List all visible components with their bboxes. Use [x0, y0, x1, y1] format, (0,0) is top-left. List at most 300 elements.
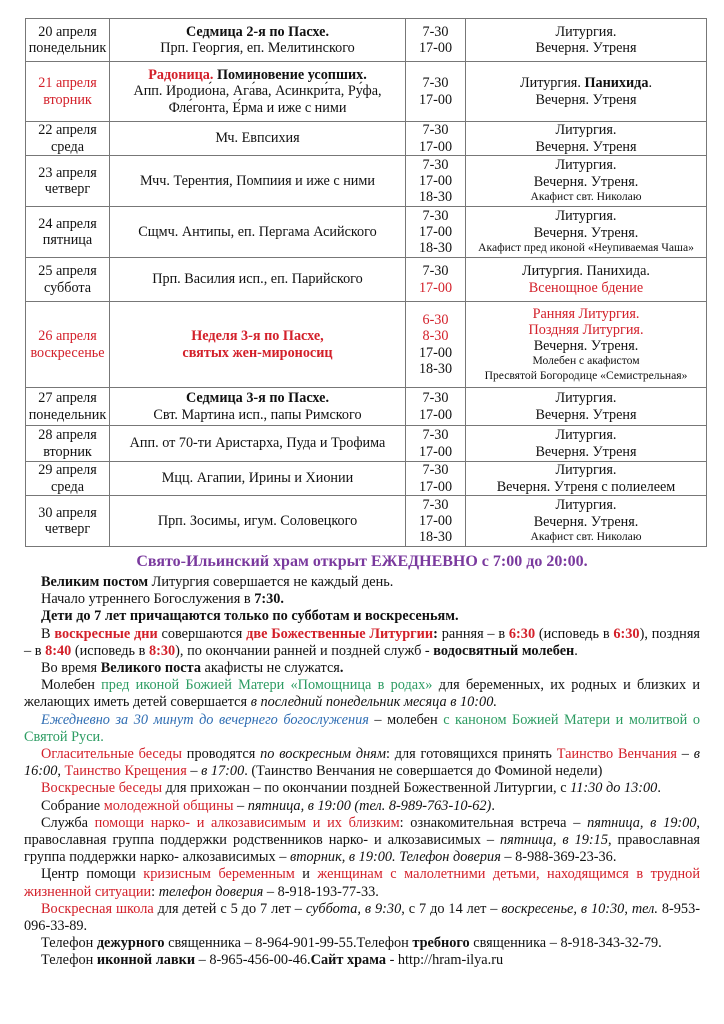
notice-text: Воскресные беседы — [41, 780, 163, 797]
services-cell — [466, 122, 707, 156]
notice-text: пятница, в 19:15 — [500, 832, 608, 849]
date-cell — [26, 207, 110, 258]
commemoration-line — [112, 328, 403, 344]
service-text: Акафист пред иконой «Неупиваемая Чаша» — [478, 241, 694, 255]
service-line — [468, 208, 704, 224]
schedule-row — [26, 462, 707, 496]
notice-text: ), поздняя – в — [24, 625, 700, 659]
phone-text: дежурного — [96, 935, 165, 952]
service-text: Литургия. — [555, 23, 617, 40]
date-label: 28 апреля — [38, 427, 97, 444]
notes-title: Свято-Ильинский храм открыт ЕЖЕДНЕВНО с 7:00 до 20:00. — [136, 553, 588, 570]
notice-text: Дети до 7 лет причащаются только по субботам и воскресеньям. — [41, 608, 459, 625]
notice-text: воскресенье, в 10:30 — [501, 900, 625, 917]
notice-text: . (Таинство Венчания не совершается до Фоминой недели) — [244, 763, 603, 780]
notice-text: , — [624, 900, 632, 917]
date-label: 30 апреля — [38, 504, 97, 521]
service-time: 17-00 — [418, 512, 453, 529]
services-cell — [466, 19, 707, 62]
service-text: Вечерня. Утреня. — [533, 338, 639, 355]
schedule-row — [26, 122, 707, 156]
service-text: Вечерня. Утреня с полиелеем — [496, 478, 676, 495]
service-line — [468, 390, 704, 406]
service-time: 7-30 — [422, 496, 449, 513]
notice-text: В — [41, 625, 55, 642]
schedule-row — [26, 62, 707, 122]
service-text: Вечерня. Утреня — [535, 406, 637, 423]
weekday-label: четверг — [44, 181, 91, 197]
service-line — [468, 92, 704, 108]
services-cell — [466, 388, 707, 426]
notice-paragraph — [24, 660, 700, 677]
service-time: 17-00 — [418, 172, 453, 189]
commemoration-text: Поминовение усопших. — [216, 67, 367, 84]
phone-text: требного — [412, 935, 470, 952]
commemoration-text: Седмица 3-я по Пасхе. — [185, 390, 330, 407]
service-time: 7-30 — [422, 156, 449, 173]
time-cell — [406, 302, 466, 388]
notice-text: 8-953-096-33-89. — [24, 900, 700, 935]
notice-text: Начало утреннего Богослужения в — [41, 591, 255, 608]
notice-paragraph — [24, 780, 700, 797]
commemoration-line — [112, 345, 403, 361]
schedule-row — [26, 302, 707, 388]
service-text: . — [648, 75, 653, 92]
weekday-label: среда — [50, 138, 85, 155]
date-cell — [26, 426, 110, 462]
service-text: Акафист свт. Николаю — [530, 530, 642, 544]
commemoration-line — [112, 224, 403, 240]
service-text: Литургия. — [555, 122, 617, 139]
service-time: 17-00 — [418, 223, 453, 240]
service-time: 7-30 — [422, 207, 449, 224]
weekday-label: воскресенье — [30, 344, 105, 361]
phone-text: иконной лавки — [96, 952, 196, 969]
service-time: 18-30 — [418, 240, 453, 257]
time-cell — [406, 258, 466, 302]
phone-text: священника – 8-918-343-32-79. — [469, 935, 662, 952]
date-cell — [26, 122, 110, 156]
weekday-label: среда — [50, 478, 85, 495]
commemoration-line — [112, 83, 403, 99]
schedule-row — [26, 156, 707, 207]
notice-text: проводятся — [181, 746, 261, 763]
commemoration-text: Сщмч. Антипы, еп. Пергама Асийского — [138, 223, 377, 240]
notice-text: Ежедневно за 30 минут до вечернего богослужения — [41, 711, 369, 728]
date-cell — [26, 496, 110, 547]
service-text: Литургия. — [555, 462, 617, 479]
service-text: Всенощное бдение — [528, 279, 644, 296]
notice-text: воскресные дни — [54, 625, 158, 642]
date-label: 27 апреля — [38, 390, 97, 407]
time-cell — [406, 62, 466, 122]
notice-text: , — [57, 763, 65, 780]
commemoration-text: Прп. Зосимы, игум. Соловецкого — [157, 512, 358, 529]
commemoration-line — [112, 100, 403, 116]
notice-text: суббота, в 9:30 — [305, 900, 402, 917]
notice-text: Во время — [41, 660, 101, 677]
date-cell — [26, 302, 110, 388]
notice-text: молодежной общины — [103, 797, 234, 814]
notice-text: – в 17:00 — [186, 763, 245, 780]
time-cell — [406, 462, 466, 496]
service-line — [468, 75, 704, 91]
notice-text: : — [433, 625, 442, 642]
notice-text: , с 7 до 14 лет – — [401, 900, 502, 917]
service-time: 18-30 — [418, 529, 453, 546]
service-text: Вечерня. Утреня — [535, 443, 637, 460]
notice-text: : ознакомительная встреча – — [399, 814, 588, 831]
weekday-label: понедельник — [28, 40, 107, 56]
service-text: Литургия. — [555, 208, 617, 225]
service-time: 7-30 — [422, 122, 449, 139]
service-text: Вечерня. Утреня — [535, 138, 637, 155]
service-line — [468, 407, 704, 423]
notice-text: акафисты не служатся — [200, 660, 340, 677]
notice-text: две Божественные Литургии — [246, 625, 434, 642]
notice-paragraph — [24, 798, 700, 815]
notice-text: в последний понедельник месяца в 10:00. — [250, 694, 497, 711]
commemoration-line — [112, 390, 403, 406]
service-text: Вечерня. Утреня — [535, 40, 637, 56]
service-line — [468, 225, 704, 241]
phone-text: священника – 8-964-901-99-55. — [164, 935, 357, 952]
service-time: 18-30 — [418, 189, 453, 206]
notice-text: с каноном Божией Матери и молитвой о Святой Руси. — [24, 711, 700, 745]
service-time: 7-30 — [422, 263, 449, 280]
commemoration-text: Мчч. Терентия, Помпиия и иже с ними — [140, 172, 375, 189]
schedule-row — [26, 19, 707, 62]
service-text: Ранняя Литургия. — [532, 305, 640, 322]
service-text: Вечерня. Утреня. — [533, 224, 639, 241]
date-label: 21 апреля — [38, 75, 97, 92]
services-cell — [466, 62, 707, 122]
date-cell — [26, 462, 110, 496]
notice-text: водосвятный молебен — [433, 642, 575, 659]
commemoration-text: Прп. Василия исп., еп. Парийского — [152, 271, 363, 288]
commemoration-text: Неделя 3-я по Пасхе, — [191, 328, 324, 345]
weekday-label: суббота — [43, 279, 92, 296]
notice-text: Служба — [41, 814, 95, 831]
notice-text: Собрание — [41, 797, 104, 814]
notice-text: вторник, в 19:00. Телефон доверия — [290, 849, 501, 866]
phone-text: - http://hram-ilya.ru — [386, 952, 504, 969]
notice-text: : — [151, 883, 159, 900]
notice-text: пред иконой Божией Матери «Помощница в родах» — [101, 677, 433, 694]
notice-text: и — [294, 866, 318, 883]
notes-section — [24, 551, 700, 970]
phone-text: Телефон — [41, 935, 97, 952]
services-cell — [466, 258, 707, 302]
service-line — [468, 190, 704, 205]
phone-right — [357, 935, 662, 951]
weekday-label: вторник — [43, 91, 92, 108]
time-cell — [406, 156, 466, 207]
service-time: 7-30 — [422, 75, 449, 92]
phone-text: – 8-965-456-00-46. — [195, 952, 311, 969]
services-cell — [466, 426, 707, 462]
schedule-row — [26, 496, 707, 547]
service-line — [468, 462, 704, 478]
service-line — [468, 157, 704, 173]
services-cell — [466, 302, 707, 388]
notice-text: по воскресным дням — [260, 746, 386, 763]
schedule-row — [26, 207, 707, 258]
website-link[interactable] — [311, 952, 504, 968]
service-text: Литургия. — [555, 497, 617, 514]
service-text: Молебен с акафистом — [532, 354, 640, 368]
notice-text: . — [339, 660, 344, 677]
notice-text: Центр помощи — [41, 866, 144, 883]
time-cell — [406, 496, 466, 547]
commemoration-cell — [110, 302, 406, 388]
commemoration-text: Свт. Мартина исп., папы Римского — [153, 406, 362, 423]
notice-text: помощи нарко- и алкозависимым и их близким — [94, 814, 400, 831]
service-time: 17-00 — [418, 443, 453, 460]
notice-text: 6:30 — [508, 625, 536, 642]
notice-text: тел. — [631, 900, 658, 917]
notice-text: Великого поста — [100, 660, 201, 677]
notice-paragraph — [24, 574, 700, 591]
date-cell — [26, 258, 110, 302]
notice-text: 8:30 — [148, 642, 176, 659]
service-time: 17-00 — [418, 478, 453, 495]
commemoration-text: святых жен-мироносиц — [182, 344, 333, 361]
phone-text: Телефон — [356, 935, 413, 952]
notice-text: ), по окончании ранней и поздней служб - — [175, 642, 434, 659]
service-line — [468, 24, 704, 40]
notice-text: Огласительные беседы — [41, 746, 182, 763]
date-cell — [26, 388, 110, 426]
commemoration-cell — [110, 258, 406, 302]
notice-text: 6:30 — [613, 625, 640, 642]
notice-paragraph — [24, 677, 700, 711]
commemoration-line — [112, 407, 403, 423]
notice-paragraph — [24, 591, 700, 608]
notice-paragraph — [24, 901, 700, 935]
services-cell — [466, 156, 707, 207]
notice-text: для прихожан – по окончании поздней Божественной Литургии, с — [162, 780, 571, 797]
services-cell — [466, 462, 707, 496]
date-label: 25 апреля — [38, 263, 97, 280]
service-line — [468, 427, 704, 443]
commemoration-cell — [110, 156, 406, 207]
notice-text: , православная группа поддержки родственников нарко- и алкозависимых – — [24, 814, 700, 849]
time-cell — [406, 19, 466, 62]
notice-paragraph — [24, 815, 700, 867]
notice-text: женщинам с малолетними детьми, находящимся в трудной жизненной ситуации — [24, 866, 700, 900]
date-label: 24 апреля — [38, 215, 97, 232]
notice-text: Молебен — [41, 677, 102, 694]
commemoration-line — [112, 271, 403, 287]
services-cell — [466, 496, 707, 547]
date-cell — [26, 19, 110, 62]
notice-text: совершаются — [157, 625, 247, 642]
commemoration-line — [112, 470, 403, 486]
commemoration-text: Апп. от 70-ти Аристарха, Пуда и Трофима — [129, 435, 386, 452]
commemoration-line — [112, 67, 403, 83]
service-line — [468, 174, 704, 190]
service-line — [468, 280, 704, 296]
commemoration-text: Радоница. — [148, 67, 217, 84]
service-time: 18-30 — [418, 360, 453, 377]
notice-text: . — [574, 642, 578, 659]
weekday-label: пятница — [42, 232, 93, 248]
phone-text: Сайт храма — [310, 952, 386, 969]
notice-text: (исповедь в — [535, 625, 614, 642]
notice-text: Великим постом — [41, 574, 149, 590]
schedule-row — [26, 426, 707, 462]
commemoration-text: Фле́гонта, Е́рма и иже с ними — [168, 99, 347, 116]
date-label: 23 апреля — [38, 164, 97, 181]
service-line — [468, 354, 704, 369]
service-line — [468, 444, 704, 460]
service-time: 17-00 — [418, 406, 453, 423]
service-line — [468, 122, 704, 138]
service-line — [468, 514, 704, 530]
commemoration-line — [112, 130, 403, 146]
service-line — [468, 322, 704, 338]
commemoration-line — [112, 24, 403, 40]
service-text: Литургия. — [555, 427, 617, 444]
service-time: 17-00 — [418, 344, 453, 361]
commemoration-cell — [110, 426, 406, 462]
notice-text: (исповедь в — [71, 642, 149, 659]
notice-text: . — [657, 780, 661, 797]
commemoration-text: Седмица 2-я по Пасхе. — [185, 23, 330, 40]
service-time: 6-30 — [422, 311, 449, 328]
commemoration-cell — [110, 496, 406, 547]
service-text: Литургия. — [555, 390, 617, 407]
commemoration-line — [112, 173, 403, 189]
commemoration-text: Мч. Евпсихия — [215, 130, 300, 147]
commemoration-text: Мцц. Агапии, Ирины и Хионии — [161, 470, 354, 487]
phone-text: Телефон — [41, 952, 97, 969]
notice-text: – 8-988-369-23-36. — [500, 849, 617, 866]
commemoration-line — [112, 435, 403, 451]
service-time: 7-30 — [422, 462, 449, 479]
notice-text: пятница, в 19:00 — [587, 814, 697, 831]
service-line — [468, 479, 704, 495]
service-time: 7-30 — [422, 427, 449, 444]
phone-left — [41, 935, 357, 951]
time-cell — [406, 388, 466, 426]
service-time: 7-30 — [422, 390, 449, 407]
notice-text: Литургия совершается не каждый день. — [148, 574, 394, 590]
service-line — [468, 338, 704, 354]
commemoration-text: Апп. Иродио́на, Ага́ва, Асинкри́та, Ру́фа, — [133, 83, 382, 100]
notice-text: Воскресная школа — [41, 900, 154, 917]
notice-paragraph — [24, 608, 700, 625]
notice-text: 11:30 до 13:00 — [570, 780, 658, 797]
notice-text: 7:30. — [254, 591, 284, 608]
schedule-table — [25, 18, 707, 547]
service-text: Пресвятой Богородице «Семистрельная» — [484, 368, 688, 382]
notice-text: – 8-918-193-77-33. — [263, 883, 379, 900]
service-time: 17-00 — [418, 279, 453, 296]
time-cell — [406, 122, 466, 156]
service-line — [468, 497, 704, 513]
service-line — [468, 139, 704, 155]
service-text: Литургия. — [519, 75, 585, 92]
date-label: 26 апреля — [38, 328, 97, 345]
notice-text: – — [676, 746, 694, 763]
phone-left — [41, 952, 311, 968]
notice-paragraph — [24, 626, 700, 660]
notice-text: 8:40 — [45, 642, 72, 659]
service-line — [468, 306, 704, 322]
notice-text: – молебен — [368, 711, 444, 728]
commemoration-text: Прп. Георгия, еп. Мелитинского — [160, 40, 355, 56]
schedule-row — [26, 258, 707, 302]
notice-text: , православная группа поддержки нарко- алкозависимых – — [24, 832, 700, 866]
service-line — [468, 530, 704, 545]
notice-text: кризисным беременным — [143, 866, 295, 883]
date-label: 20 апреля — [38, 23, 97, 40]
commemoration-cell — [110, 462, 406, 496]
service-line — [468, 40, 704, 56]
notice-paragraph — [24, 866, 700, 900]
notice-paragraph — [24, 746, 700, 780]
phone-row — [24, 952, 700, 969]
service-time: 7-30 — [422, 23, 449, 40]
notice-text: телефон доверия — [158, 883, 264, 900]
schedule-body — [26, 19, 707, 547]
commemoration-cell — [110, 388, 406, 426]
notice-text: – пятница, в 19:00 (тел. 8-989-763-10-62) — [233, 797, 492, 814]
notice-text: Таинство Венчания — [556, 746, 677, 763]
service-text: Поздняя Литургия. — [528, 321, 644, 338]
date-cell — [26, 156, 110, 207]
notice-text: в 16:00 — [24, 746, 700, 780]
service-text: Вечерня. Утреня. — [533, 173, 639, 190]
commemoration-cell — [110, 19, 406, 62]
service-text: Вечерня. Утреня — [535, 91, 637, 108]
service-time: 17-00 — [418, 138, 453, 155]
service-line — [468, 369, 704, 384]
service-text: Литургия. Панихида. — [522, 263, 650, 280]
commemoration-cell — [110, 207, 406, 258]
time-cell — [406, 207, 466, 258]
weekday-label: вторник — [43, 443, 92, 460]
date-label: 22 апреля — [38, 122, 97, 139]
notice-text: для беременных, их родных и близких и желающих иметь детей совершается — [24, 677, 701, 711]
weekday-label: понедельник — [28, 406, 107, 423]
notes-paragraphs — [24, 574, 700, 935]
service-text: Вечерня. Утреня. — [533, 513, 639, 530]
notice-text: Таинство Крещения — [64, 763, 187, 780]
commemoration-cell — [110, 122, 406, 156]
services-cell — [466, 207, 707, 258]
notice-text: для детей с 5 до 7 лет – — [153, 900, 306, 917]
date-cell — [26, 62, 110, 122]
commemoration-cell — [110, 62, 406, 122]
commemoration-line — [112, 513, 403, 529]
service-time: 17-00 — [418, 91, 453, 108]
notice-text: ранняя – в — [441, 625, 509, 642]
weekday-label: четверг — [44, 521, 91, 537]
date-label: 29 апреля — [38, 462, 97, 479]
phone-contacts — [24, 935, 700, 969]
service-text: Панихида — [584, 75, 649, 92]
commemoration-line — [112, 40, 403, 56]
time-cell — [406, 426, 466, 462]
notice-paragraph — [24, 712, 700, 746]
service-text: Акафист свт. Николаю — [530, 190, 642, 204]
service-text: Литургия. — [555, 157, 617, 174]
notice-text: : для готовящихся принять — [385, 746, 557, 763]
service-line — [468, 241, 704, 256]
